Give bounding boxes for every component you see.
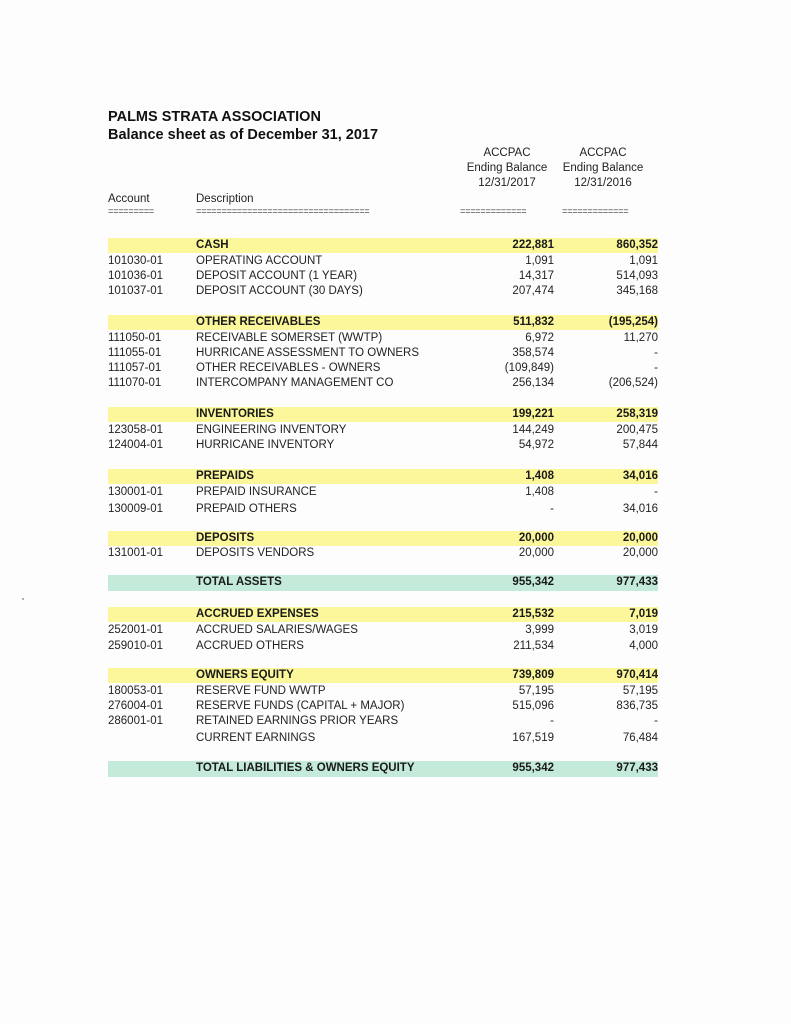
separator-account: ========= <box>108 207 154 217</box>
scan-speck <box>22 598 24 600</box>
separator-col2: ============= <box>562 207 629 217</box>
table-row: 286001-01 RETAINED EARNINGS PRIOR YEARS - - <box>108 715 658 727</box>
table-row: 130009-01 PREPAID OTHERS - 34,016 <box>108 503 658 515</box>
table-row: 130001-01 PREPAID INSURANCE 1,408 - <box>108 486 658 498</box>
section-header-other-receivables: OTHER RECEIVABLES 511,832 (195,254) <box>108 315 658 330</box>
table-row: 101036-01 DEPOSIT ACCOUNT (1 YEAR) 14,317 514,093 <box>108 270 658 282</box>
document-subtitle: Balance sheet as of December 31, 2017 <box>108 127 379 143</box>
section-header-accrued-expenses: ACCRUED EXPENSES 215,532 7,019 <box>108 607 658 622</box>
table-row: 111050-01 RECEIVABLE SOMERSET (WWTP) 6,972 11,270 <box>108 332 658 344</box>
total-liabilities-equity-row: TOTAL LIABILITIES & OWNERS EQUITY 955,342 977,433 <box>108 761 658 777</box>
total-assets-row: TOTAL ASSETS 955,342 977,433 <box>108 575 658 591</box>
table-row: 259010-01 ACCRUED OTHERS 211,534 4,000 <box>108 640 658 652</box>
table-row: 111057-01 OTHER RECEIVABLES - OWNERS (109,849) - <box>108 362 658 374</box>
table-row: 131001-01 DEPOSITS VENDORS 20,000 20,000 <box>108 547 658 559</box>
table-row: 123058-01 ENGINEERING INVENTORY 144,249 200,475 <box>108 424 658 436</box>
table-row: 101030-01 OPERATING ACCOUNT 1,091 1,091 <box>108 255 658 267</box>
column-header-description: Description <box>196 193 254 205</box>
table-row: 180053-01 RESERVE FUND WWTP 57,195 57,195 <box>108 685 658 697</box>
column-header-2017: ACCPAC Ending Balance 12/31/2017 <box>466 147 548 189</box>
section-header-prepaids: PREPAIDS 1,408 34,016 <box>108 469 658 484</box>
table-row: 111070-01 INTERCOMPANY MANAGEMENT CO 256,134 (206,524) <box>108 377 658 389</box>
table-row: 124004-01 HURRICANE INVENTORY 54,972 57,844 <box>108 439 658 451</box>
separator-description: ================================== <box>196 207 370 217</box>
section-header-owners-equity: OWNERS EQUITY 739,809 970,414 <box>108 668 658 683</box>
document-title: PALMS STRATA ASSOCIATION <box>108 109 321 125</box>
table-row: 111055-01 HURRICANE ASSESSMENT TO OWNERS 358,574 - <box>108 347 658 359</box>
column-header-2016: ACCPAC Ending Balance 12/31/2016 <box>562 147 644 189</box>
table-row: 252001-01 ACCRUED SALARIES/WAGES 3,999 3,019 <box>108 624 658 636</box>
table-row: 276004-01 RESERVE FUNDS (CAPITAL + MAJOR) 515,096 836,735 <box>108 700 658 712</box>
section-header-inventories: INVENTORIES 199,221 258,319 <box>108 407 658 422</box>
section-header-deposits: DEPOSITS 20,000 20,000 <box>108 531 658 546</box>
column-header-account: Account <box>108 193 150 205</box>
table-row: CURRENT EARNINGS 167,519 76,484 <box>196 732 658 744</box>
separator-col1: ============= <box>460 207 527 217</box>
table-row: 101037-01 DEPOSIT ACCOUNT (30 DAYS) 207,474 345,168 <box>108 285 658 297</box>
section-header-cash: CASH 222,881 860,352 <box>108 238 658 253</box>
